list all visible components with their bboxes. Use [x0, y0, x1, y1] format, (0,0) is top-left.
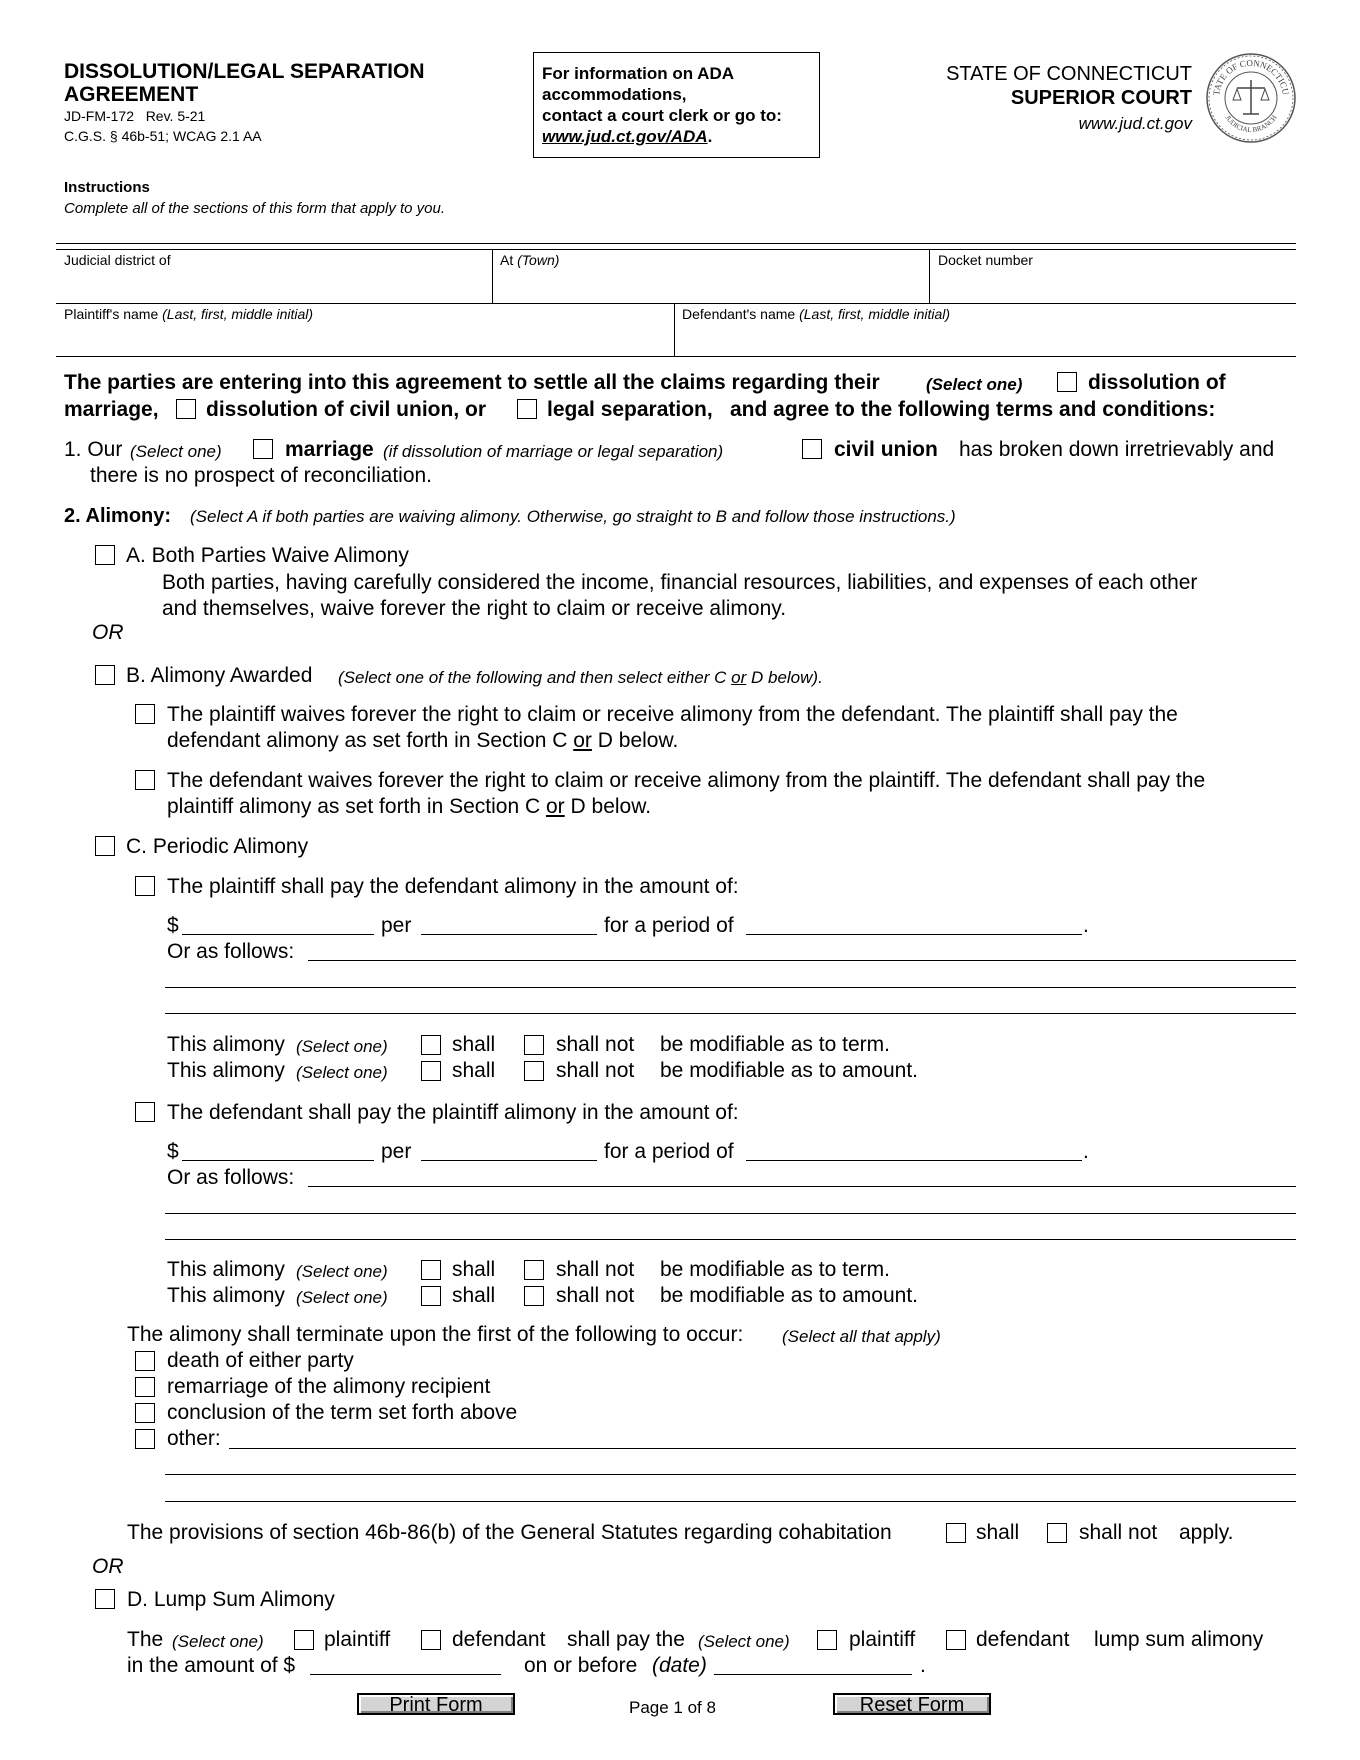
term-remarriage-checkbox[interactable]: [135, 1377, 155, 1397]
c2-term-shall: shall: [452, 1258, 496, 1281]
c1-amount-field[interactable]: [182, 934, 374, 935]
defendant-waives-line2: [167, 794, 651, 820]
c1-period-field[interactable]: [746, 934, 1082, 935]
court-name: SUPERIOR COURT: [1010, 87, 1192, 109]
judicial-district-label: Judicial district of: [64, 252, 171, 268]
town-label-hint: (Town): [517, 252, 560, 268]
town-label-text: At: [500, 252, 514, 268]
c1-as-follows-field-3[interactable]: [165, 1013, 1296, 1014]
c2-term-shall-checkbox[interactable]: [421, 1260, 441, 1280]
c1-per: per: [381, 914, 412, 937]
c2-amount-shall-checkbox[interactable]: [421, 1286, 441, 1306]
cohab-shall-not: shall not: [1079, 1521, 1158, 1544]
alimony-heading: 2. Alimony:: [64, 505, 172, 527]
cohab-shall-checkbox[interactable]: [946, 1523, 966, 1543]
c2-per: per: [381, 1140, 412, 1163]
intro-civil-union: dissolution of civil union, or: [206, 398, 486, 421]
c2-amount-shall: shall: [452, 1284, 496, 1307]
or-separator-1: OR: [92, 621, 124, 644]
option-a-text1: Both parties, having carefully considered the income, financial resources, liabilities, and expenses of each other: [162, 571, 1198, 594]
c1-amount-shall-checkbox[interactable]: [421, 1061, 441, 1081]
c2-amount-modifiable: be modifiable as to amount.: [660, 1284, 918, 1307]
term-death-checkbox[interactable]: [135, 1351, 155, 1371]
item1-marriage: marriage: [285, 438, 374, 461]
d-shall-pay: shall pay the: [567, 1628, 685, 1651]
c2-term-shall-not: shall not: [556, 1258, 635, 1281]
town-field[interactable]: [494, 251, 928, 302]
dissolution-civil-union-checkbox[interactable]: [176, 399, 196, 419]
c2-amount-shall-not-checkbox[interactable]: [524, 1286, 544, 1306]
intro-dissolution-of: dissolution of: [1088, 371, 1226, 394]
reset-form-button[interactable]: Reset Form: [833, 1693, 991, 1715]
d-payer-plaintiff: plaintiff: [324, 1628, 391, 1651]
term-other: other:: [167, 1427, 221, 1450]
dw-line2-or: or: [545, 795, 565, 818]
option-b-hint-1: (Select one of the following and then select either C: [338, 668, 727, 687]
item1-civil-union: civil union: [834, 438, 938, 461]
town-label: [500, 251, 559, 269]
court-website: www.jud.ct.gov: [1078, 114, 1192, 133]
c1-per-field[interactable]: [421, 934, 597, 935]
dw-line2-a: plaintiff alimony as set forth in Section C: [167, 795, 541, 818]
print-form-button[interactable]: Print Form: [357, 1693, 515, 1715]
civil-union-checkbox[interactable]: [802, 439, 822, 459]
c2-period: for a period of: [604, 1140, 734, 1163]
plaintiff-waives-checkbox[interactable]: [135, 704, 155, 724]
c2-term-modifiable: be modifiable as to term.: [660, 1258, 890, 1281]
dissolution-marriage-checkbox[interactable]: [1057, 372, 1077, 392]
rule-middle: [56, 303, 1296, 304]
judicial-district-field[interactable]: [57, 251, 491, 302]
cohab-apply: apply.: [1179, 1521, 1234, 1544]
state-seal-icon: [1205, 52, 1297, 144]
pw-line2-or: or: [573, 729, 592, 752]
plaintiff-pays-checkbox[interactable]: [135, 876, 155, 896]
term-death: death of either party: [167, 1349, 354, 1372]
defendant-waives-line1: The defendant waives forever the right to claim or receive alimony from the plaintiff. The defendant shall pay the: [167, 769, 1206, 792]
c2-amount-shall-not: shall not: [556, 1284, 635, 1307]
rule-bottom: [56, 356, 1296, 357]
c2-as-follows: Or as follows:: [167, 1166, 295, 1189]
d-payee-plaintiff: plaintiff: [849, 1628, 916, 1651]
c1-as-follows-field-2[interactable]: [165, 987, 1296, 988]
d-date-field[interactable]: [714, 1674, 912, 1675]
ada-line1: For information on ADA: [542, 64, 735, 83]
c1-term-shall-checkbox[interactable]: [421, 1035, 441, 1055]
term-other-field-3[interactable]: [165, 1501, 1296, 1502]
c1-amount-select-one: (Select one): [296, 1063, 388, 1082]
c2-as-follows-field-3[interactable]: [165, 1239, 1296, 1240]
legal-separation-checkbox[interactable]: [517, 399, 537, 419]
item1-tail2: there is no prospect of reconciliation.: [90, 464, 433, 487]
defendant-name-label: [682, 305, 950, 323]
seal-top-text: TATE OF CONNECTICU: [1211, 57, 1291, 97]
c2-period-field[interactable]: [746, 1160, 1082, 1161]
term-conclusion: conclusion of the term set forth above: [167, 1401, 518, 1424]
term-other-checkbox[interactable]: [135, 1429, 155, 1449]
term-other-field-1[interactable]: [229, 1448, 1296, 1449]
c1-amount-shall-not-checkbox[interactable]: [524, 1061, 544, 1081]
ada-link[interactable]: www.jud.ct.gov/ADA: [542, 127, 708, 146]
divider-docket: [929, 249, 930, 303]
waive-alimony-checkbox[interactable]: [95, 545, 115, 565]
c2-amount-this-alimony: This alimony: [167, 1284, 285, 1307]
rule-top-1: [56, 243, 1296, 244]
c1-as-follows-field-1[interactable]: [308, 960, 1296, 961]
plaintiff-name-field[interactable]: [57, 305, 673, 355]
or-separator-2: OR: [92, 1555, 124, 1578]
d-amount-field[interactable]: [310, 1674, 501, 1675]
option-b-hint-or: or: [731, 668, 747, 687]
instructions-heading: Instructions: [64, 179, 150, 196]
plaintiff-waives-line2: [167, 728, 678, 754]
c1-amount-modifiable: be modifiable as to amount.: [660, 1059, 918, 1082]
defendant-label-hint: (Last, first, middle initial): [799, 306, 951, 322]
terminate-lead: The alimony shall terminate upon the first of the following to occur:: [127, 1323, 744, 1346]
c1-amount-shall-not: shall not: [556, 1059, 635, 1082]
plaintiff-pays-text: The plaintiff shall pay the defendant alimony in the amount of:: [167, 875, 739, 898]
c1-term-this-alimony: This alimony: [167, 1033, 285, 1056]
d-payee-defendant: defendant: [976, 1628, 1070, 1651]
form-title-line2: AGREEMENT: [64, 83, 199, 106]
ada-line2: accommodations,: [542, 85, 687, 104]
c2-term-this-alimony: This alimony: [167, 1258, 285, 1281]
intro-lead: The parties are entering into this agreement to settle all the claims regarding their: [64, 371, 880, 394]
intro-select-one: (Select one): [926, 375, 1023, 394]
c2-dollar: $: [167, 1140, 179, 1163]
d-select-one-2: (Select one): [698, 1632, 790, 1651]
divider-town: [492, 249, 493, 303]
ada-box: [533, 52, 820, 158]
c2-period-end: .: [1083, 1140, 1089, 1163]
d-payer-plaintiff-checkbox[interactable]: [294, 1630, 314, 1650]
c2-term-shall-not-checkbox[interactable]: [524, 1260, 544, 1280]
option-a-text2: and themselves, waive forever the right to claim or receive alimony.: [162, 597, 787, 620]
c1-term-shall-not-checkbox[interactable]: [524, 1035, 544, 1055]
c1-period-end: .: [1083, 914, 1089, 937]
c1-period: for a period of: [604, 914, 734, 937]
periodic-alimony-checkbox[interactable]: [95, 836, 115, 856]
statute-reference: C.G.S. § 46b-51; WCAG 2.1 AA: [64, 128, 262, 144]
docket-number-label: Docket number: [938, 252, 1033, 268]
defendant-pays-checkbox[interactable]: [135, 1102, 155, 1122]
term-other-field-2[interactable]: [165, 1474, 1296, 1475]
item1-tail1: has broken down irretrievably and: [959, 438, 1275, 461]
c2-term-select-one: (Select one): [296, 1262, 388, 1281]
lump-sum-checkbox[interactable]: [95, 1589, 115, 1609]
rule-top-2: [56, 249, 1296, 250]
d-lump-sum: lump sum alimony: [1094, 1628, 1264, 1651]
c2-as-follows-field-2[interactable]: [165, 1213, 1296, 1214]
d-the: The: [127, 1628, 164, 1651]
form-number: JD-FM-172: [64, 108, 135, 124]
c1-term-shall-not: shall not: [556, 1033, 635, 1056]
form-id: [64, 107, 205, 125]
seal-bottom-text: JUDICIAL BRANCH: [1223, 113, 1279, 135]
c1-amount-shall: shall: [452, 1059, 496, 1082]
ada-link-line: www.jud.ct.gov/ADA.: [542, 127, 713, 146]
divider-defendant: [674, 303, 675, 356]
c2-per-field[interactable]: [421, 1160, 597, 1161]
instructions-text: Complete all of the sections of this form that apply to you.: [64, 200, 446, 217]
svg-text:STATE OF CONNECTICUT: [1205, 52, 1291, 96]
alimony-awarded-checkbox[interactable]: [95, 665, 115, 685]
docket-number-field[interactable]: [931, 251, 1295, 302]
item1-marriage-hint: (if dissolution of marriage or legal separation): [383, 442, 724, 461]
defendant-name-field[interactable]: [676, 305, 1295, 355]
c1-term-shall: shall: [452, 1033, 496, 1056]
c1-term-modifiable: be modifiable as to term.: [660, 1033, 890, 1056]
intro-tail: and agree to the following terms and conditions:: [730, 398, 1216, 421]
defendant-waives-checkbox[interactable]: [135, 770, 155, 790]
option-b-hint-2: D below).: [751, 668, 823, 687]
state-name: STATE OF CONNECTICUT: [946, 63, 1192, 85]
cohab-shall-not-checkbox[interactable]: [1047, 1523, 1067, 1543]
plaintiff-label-hint: (Last, first, middle initial): [162, 306, 314, 322]
option-d-label: D. Lump Sum Alimony: [127, 1588, 335, 1611]
ada-line3: contact a court clerk or go to:: [542, 106, 782, 125]
d-select-one-1: (Select one): [172, 1632, 264, 1651]
dw-line2-b: D below.: [570, 795, 652, 818]
intro-legal-separation: legal separation,: [547, 398, 713, 421]
c2-as-follows-field-1[interactable]: [308, 1186, 1296, 1187]
c1-amount-this-alimony: This alimony: [167, 1059, 285, 1082]
option-b-hint: [338, 667, 823, 689]
d-payer-defendant: defendant: [452, 1628, 546, 1651]
pw-line2-a: defendant alimony as set forth in Section C: [167, 729, 568, 752]
item1-lead: 1. Our: [64, 438, 123, 461]
d-payee-defendant-checkbox[interactable]: [946, 1630, 966, 1650]
marriage-checkbox[interactable]: [253, 439, 273, 459]
d-end: .: [920, 1654, 926, 1677]
alimony-heading-hint: (Select A if both parties are waiving alimony. Otherwise, go straight to B and follow those instructions.): [190, 507, 956, 526]
option-c-label: C. Periodic Alimony: [126, 835, 309, 858]
cohab-shall: shall: [976, 1521, 1020, 1544]
c1-term-select-one: (Select one): [296, 1037, 388, 1056]
plaintiff-label-text: Plaintiff's name: [64, 306, 159, 322]
option-a-label: A. Both Parties Waive Alimony: [126, 544, 409, 567]
intro-marriage: marriage,: [64, 398, 159, 421]
defendant-label-text: Defendant's name: [682, 306, 796, 322]
term-remarriage: remarriage of the alimony recipient: [167, 1375, 491, 1398]
c1-dollar: $: [167, 914, 179, 937]
plaintiff-name-label: [64, 305, 313, 323]
c2-amount-select-one: (Select one): [296, 1288, 388, 1307]
terminate-hint: (Select all that apply): [782, 1327, 941, 1346]
c2-amount-field[interactable]: [182, 1160, 374, 1161]
d-amount-label: in the amount of $: [127, 1654, 296, 1677]
cohab-lead: The provisions of section 46b-86(b) of the General Statutes regarding cohabitation: [127, 1521, 892, 1544]
option-b-label: B. Alimony Awarded: [126, 664, 313, 687]
form-revision: Rev. 5-21: [145, 108, 206, 124]
defendant-pays-text: The defendant shall pay the plaintiff alimony in the amount of:: [167, 1101, 739, 1124]
form-title-line1: DISSOLUTION/LEGAL SEPARATION: [64, 60, 425, 83]
plaintiff-waives-line1: The plaintiff waives forever the right to claim or receive alimony from the defendant. The plaintiff shall pay the: [167, 703, 1178, 726]
d-date-hint: (date): [652, 1654, 707, 1677]
d-payer-defendant-checkbox[interactable]: [421, 1630, 441, 1650]
page-number: Page 1 of 8: [629, 1698, 716, 1717]
d-payee-plaintiff-checkbox[interactable]: [817, 1630, 837, 1650]
pw-line2-b: D below.: [597, 729, 679, 752]
item1-select-one: (Select one): [130, 442, 222, 461]
c1-as-follows: Or as follows:: [167, 940, 295, 963]
term-conclusion-checkbox[interactable]: [135, 1403, 155, 1423]
d-on-before: on or before: [524, 1654, 638, 1677]
